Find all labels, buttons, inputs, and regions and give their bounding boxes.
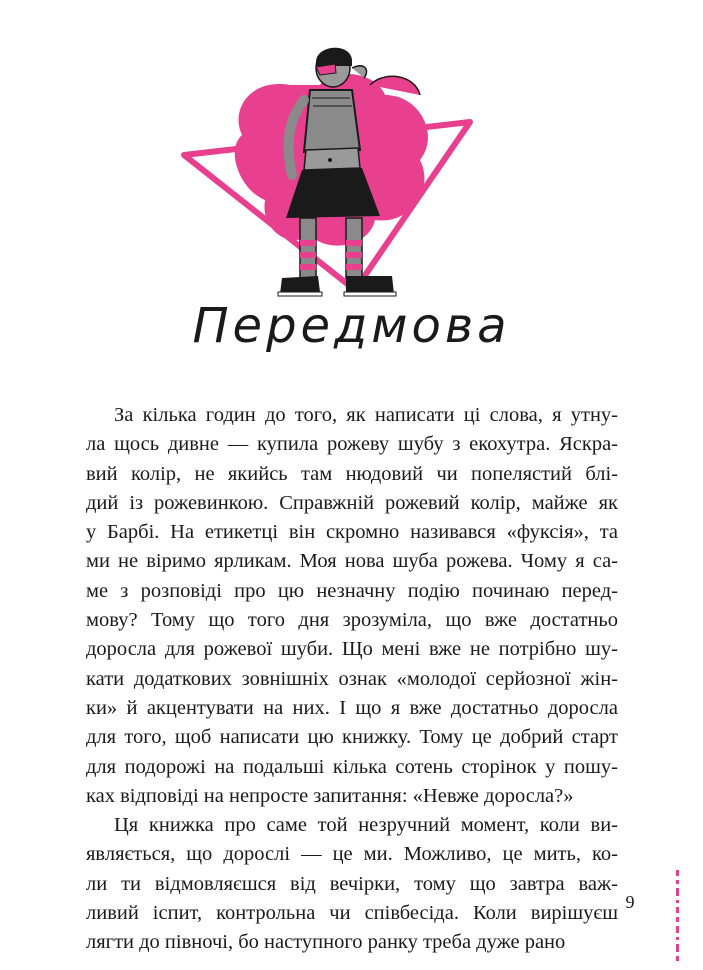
text-line: для подорожі на подальші кілька сотень сторінок у пошу- — [86, 755, 618, 778]
text-line: лягти до півночі, бо наступного ранку треба дуже рано — [86, 931, 566, 954]
text-line: для того, щоб написати цю книжку. Тому це добрий старт — [86, 726, 618, 749]
page-title: Передмова — [192, 298, 511, 354]
text-line: ки» й акцентувати на них. І що я вже достатньо доросла — [86, 696, 618, 719]
paragraph-2 — [86, 811, 618, 957]
edge-mark-decoration — [676, 870, 680, 965]
right-sole-shape — [344, 292, 396, 296]
page-number: 9 — [625, 892, 635, 912]
text-line: ках відповіді на непросте запитання: «Невже доросла?» — [86, 784, 574, 807]
text-line: являється, що дорослі — це ми. Можливо, це мить, ко- — [86, 843, 618, 866]
text-line: кати додаткових зовнішніх ознак «молодої серйозної жін- — [86, 667, 618, 690]
woman-in-pink-fur-coat-illustration — [170, 40, 480, 302]
text-line: вий колір, не якийсь там нюдовий чи попелястий блі- — [86, 462, 618, 485]
text-line: ли ти відмовляєшся від вечірки, тому що завтра важ- — [86, 872, 618, 895]
left-sole-shape — [278, 292, 322, 296]
text-line: ла щось дивне — купила рожеву шубу з екохутра. Яскра- — [86, 433, 618, 456]
paragraph-1 — [86, 401, 618, 811]
text-line: мову? Тому що того дня зрозуміла, що вже достатньо — [86, 609, 618, 632]
body-text — [86, 401, 618, 958]
right-shoe-shape — [346, 276, 394, 294]
navel-mark — [328, 158, 332, 162]
text-line: За кілька годин до того, як написати ці слова, я утну- — [114, 404, 618, 426]
text-line: доросла для рожевої шуби. Що мені вже не потрібно шу- — [86, 638, 618, 661]
text-line: ливий іспит, контрольна чи співбесіда. Коли вирішуєш — [86, 902, 618, 925]
text-line: у Барбі. На етикетці він скромно називався «фуксія», та — [86, 521, 618, 544]
text-line: ми не віримо ярликам. Моя нова шуба рожева. Чому я са- — [86, 550, 618, 573]
hair-shape — [316, 48, 352, 66]
belly-shape — [304, 148, 360, 170]
left-shoe-shape — [280, 276, 320, 294]
text-line: Ця книжка про саме той незручний момент, коли ви- — [114, 814, 618, 837]
sweater-shape — [304, 90, 360, 152]
text-line: дий із рожевинкою. Справжній рожевий колір, майже як — [86, 491, 618, 514]
text-line: ме з розповіді про цю незначну подію починаю перед- — [86, 579, 618, 602]
